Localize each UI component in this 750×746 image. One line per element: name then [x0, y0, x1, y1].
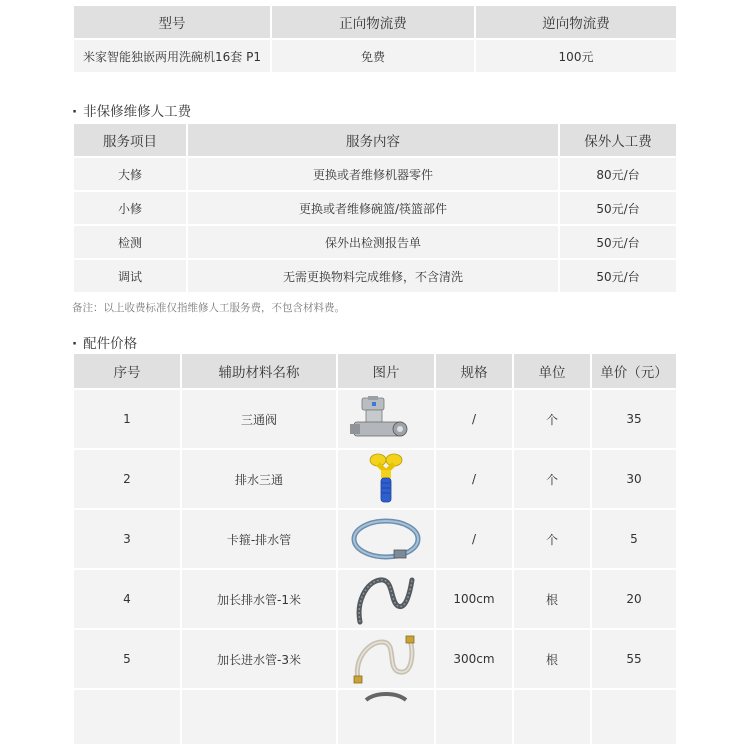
bullet: · [72, 104, 78, 120]
tee-valve-image [346, 392, 426, 446]
part-price: 35 [592, 390, 676, 448]
part-image-cell [338, 450, 434, 508]
service-item: 检测 [74, 226, 186, 258]
part-spec: / [436, 390, 512, 448]
part-name: 三通阀 [182, 390, 336, 448]
part-image-cell [338, 630, 434, 688]
labor-section-title [72, 100, 191, 120]
part-unit: 根 [514, 570, 590, 628]
header-labor-fee: 保外人工费 [560, 124, 676, 156]
part-spec: 100cm [436, 570, 512, 628]
header-reverse-fee: 逆向物流费 [476, 6, 676, 38]
part-price: 20 [592, 570, 676, 628]
table-row [74, 192, 676, 224]
header-unit-price: 单价（元） [592, 354, 676, 388]
service-content: 无需更换物料完成维修，不含清洗 [188, 260, 558, 292]
table-header-row [74, 124, 676, 156]
table-row [74, 510, 676, 568]
service-item: 小修 [74, 192, 186, 224]
labor-fee: 80元/台 [560, 158, 676, 190]
header-unit: 单位 [514, 354, 590, 388]
labor-fee: 50元/台 [560, 226, 676, 258]
table-row [74, 158, 676, 190]
header-spec: 规格 [436, 354, 512, 388]
table-header-row [74, 354, 676, 388]
partial-part-image [346, 690, 426, 744]
header-service-item: 服务项目 [74, 124, 186, 156]
table-row [74, 570, 676, 628]
labor-fee-table [72, 122, 678, 294]
labor-note: 备注：以上收费标准仅指维修人工服务费，不包含材料费。 [72, 302, 345, 314]
service-item: 大修 [74, 158, 186, 190]
partial-cell [592, 690, 676, 744]
header-material-name: 辅助材料名称 [182, 354, 336, 388]
table-row-partial [74, 690, 676, 744]
part-name: 加长排水管-1米 [182, 570, 336, 628]
part-spec: / [436, 450, 512, 508]
service-item: 调试 [74, 260, 186, 292]
model-name: 米家智能独嵌两用洗碗机16套 P1 [74, 40, 270, 72]
service-content: 保外出检测报告单 [188, 226, 558, 258]
inlet-hose-image [346, 632, 426, 686]
part-no: 4 [74, 570, 180, 628]
labor-section-title-text: 非保修维修人工费 [83, 104, 192, 120]
header-no: 序号 [74, 354, 180, 388]
labor-fee: 50元/台 [560, 260, 676, 292]
header-model: 型号 [74, 6, 270, 38]
reverse-fee: 100元 [476, 40, 676, 72]
partial-cell [74, 690, 180, 744]
partial-cell [338, 690, 434, 744]
part-no: 2 [74, 450, 180, 508]
part-price: 5 [592, 510, 676, 568]
drain-tee-image [346, 452, 426, 506]
part-unit: 个 [514, 450, 590, 508]
header-forward-fee: 正向物流费 [272, 6, 474, 38]
part-image-cell [338, 510, 434, 568]
part-price: 55 [592, 630, 676, 688]
parts-price-table [72, 352, 678, 746]
part-unit: 个 [514, 510, 590, 568]
part-spec: / [436, 510, 512, 568]
part-unit: 个 [514, 390, 590, 448]
part-unit: 根 [514, 630, 590, 688]
table-row [74, 226, 676, 258]
part-no: 5 [74, 630, 180, 688]
part-no: 3 [74, 510, 180, 568]
table-row [74, 450, 676, 508]
part-spec: 300cm [436, 630, 512, 688]
hose-clamp-image [346, 512, 426, 566]
labor-fee: 50元/台 [560, 192, 676, 224]
partial-cell [436, 690, 512, 744]
part-image-cell [338, 390, 434, 448]
header-picture: 图片 [338, 354, 434, 388]
partial-cell [514, 690, 590, 744]
table-row [74, 390, 676, 448]
table-header-row [74, 6, 676, 38]
part-price: 30 [592, 450, 676, 508]
part-name: 加长进水管-3米 [182, 630, 336, 688]
bullet: · [72, 336, 78, 352]
forward-fee: 免费 [272, 40, 474, 72]
part-image-cell [338, 570, 434, 628]
logistics-fee-table [72, 4, 678, 74]
partial-cell [182, 690, 336, 744]
header-service-content: 服务内容 [188, 124, 558, 156]
table-row [74, 40, 676, 72]
table-row [74, 260, 676, 292]
service-content: 更换或者维修碗篮/筷篮部件 [188, 192, 558, 224]
part-no: 1 [74, 390, 180, 448]
part-name: 排水三通 [182, 450, 336, 508]
table-row [74, 630, 676, 688]
parts-section-title-text: 配件价格 [83, 336, 138, 352]
part-name: 卡箍-排水管 [182, 510, 336, 568]
drain-hose-image [346, 572, 426, 626]
service-content: 更换或者维修机器零件 [188, 158, 558, 190]
parts-section-title [72, 332, 137, 352]
